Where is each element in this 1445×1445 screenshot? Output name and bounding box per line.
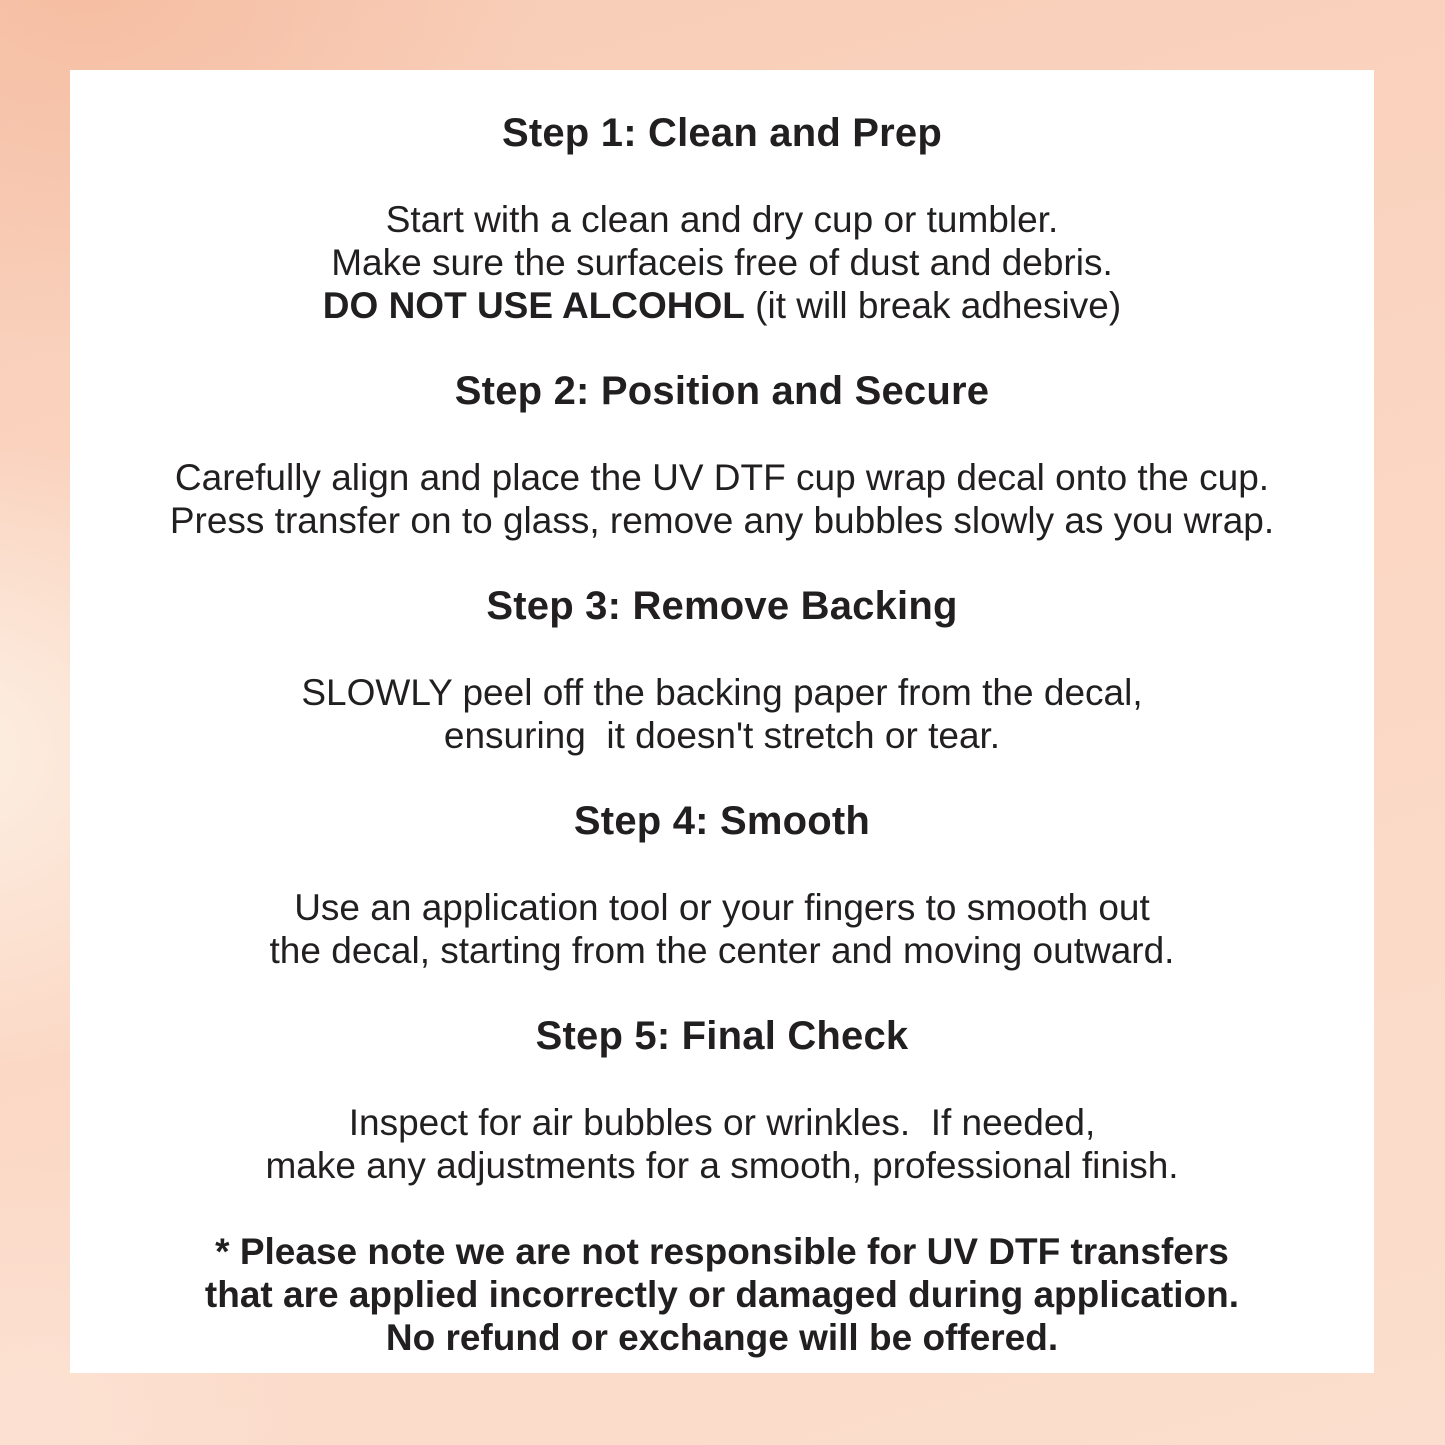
body-line: make any adjustments for a smooth, professional finish.: [265, 1145, 1179, 1186]
body-line: Carefully align and place the UV DTF cup wrap decal onto the cup.: [174, 457, 1270, 498]
alcohol-warning-rest: (it will break adhesive): [744, 285, 1122, 326]
body-line: Inspect for air bubbles or wrinkles. If needed,: [348, 1102, 1096, 1143]
step-2-heading: Step 2: Position and Secure: [454, 369, 990, 413]
body-line: Press transfer on to glass, remove any bubbles slowly as you wrap.: [169, 500, 1275, 541]
body-line: Use an application tool or your fingers to smooth out: [294, 887, 1150, 928]
disclaimer-section: [70, 1230, 1374, 1359]
step-section-3: [70, 585, 1374, 757]
alcohol-warning-line: [70, 284, 1374, 327]
step-1-heading: Step 1: Clean and Prep: [501, 111, 943, 155]
step-3-body: [70, 671, 1374, 757]
step-1-body: [70, 198, 1374, 327]
step-3-heading: Step 3: Remove Backing: [486, 584, 958, 628]
body-line: Make sure the surfaceis free of dust and debris.: [331, 242, 1113, 283]
body-line: SLOWLY peel off the backing paper from the decal,: [301, 672, 1143, 713]
step-5-body: [70, 1101, 1374, 1187]
disclaimer-line: * Please note we are not responsible for UV DTF transfers: [215, 1231, 1229, 1272]
alcohol-warning-bold: DO NOT USE ALCOHOL: [322, 285, 745, 326]
step-4-body: [70, 886, 1374, 972]
disclaimer-line: No refund or exchange will be offered.: [385, 1317, 1059, 1358]
step-2-body: [70, 456, 1374, 542]
step-section-1: [70, 112, 1374, 327]
step-section-5: [70, 1015, 1374, 1187]
step-section-2: [70, 370, 1374, 542]
disclaimer-line: that are applied incorrectly or damaged during application.: [204, 1274, 1240, 1315]
step-5-heading: Step 5: Final Check: [535, 1014, 909, 1058]
instructions-card: [70, 70, 1374, 1373]
body-line: the decal, starting from the center and moving outward.: [269, 930, 1175, 971]
body-line: Start with a clean and dry cup or tumbler.: [385, 199, 1059, 240]
step-section-4: [70, 800, 1374, 972]
body-line: ensuring it doesn't stretch or tear.: [443, 715, 1001, 756]
step-4-heading: Step 4: Smooth: [573, 799, 871, 843]
